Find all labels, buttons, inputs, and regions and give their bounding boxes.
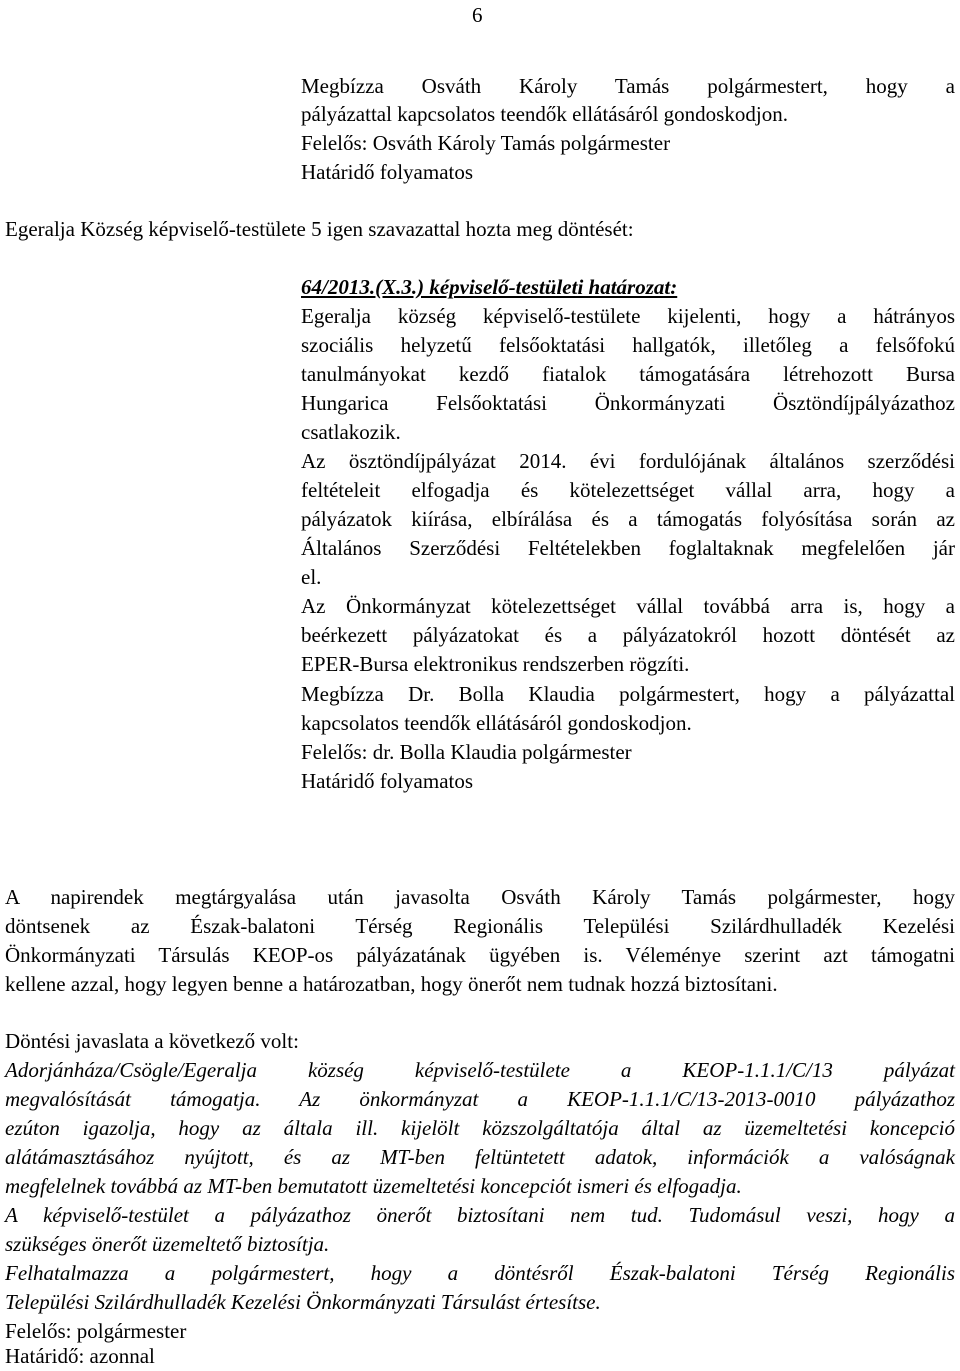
resolution-line-4: Hungarica Felsőoktatási Önkormányzati Ösztöndíjpályázathoz [301,391,955,415]
resolution-line-1: Egeralja község képviselő-testülete kijelenti, hogy a hátrányos [301,304,955,328]
top-line-4: Határidő folyamatos [301,160,474,184]
agenda-line-3: Önkormányzati Társulás KEOP-os pályázatának ügyében is. Véleménye szerint azt támogatni [5,943,955,967]
top-line-2: pályázattal kapcsolatos teendők ellátásáról gondoskodjon. [301,102,788,126]
resolution-title: 64/2013.(X.3.) képviselő-testületi határozat: [301,275,678,299]
proposal-line-9: Települési Szilárdhulladék Kezelési Önkormányzati Társulást értesítse. [5,1290,601,1314]
vote-line: Egeralja Község képviselő-testülete 5 igen szavazattal hozta meg döntését: [5,217,634,241]
proposal-responsible: Felelős: polgármester [5,1319,187,1343]
proposal-line-3: ezúton igazolja, hogy az általa ill. kijelölt közszolgáltatója által az üzemeltetési koncepció [5,1116,955,1140]
proposal-line-2: megvalósítását támogatja. Az önkormányzat a KEOP-1.1.1/C/13-2013-0010 pályázathoz [5,1087,955,1111]
proposal-line-8: Felhatalmazza a polgármestert, hogy a döntésről Észak-balatoni Térség Regionális [5,1261,955,1285]
resolution-line-12: beérkezett pályázatokat és a pályázatokról hozott döntését az [301,623,955,647]
resolution-line-15: kapcsolatos teendők ellátásáról gondoskodjon. [301,711,692,735]
resolution-line-7: feltételeit elfogadja és kötelezettséget vállal arra, hogy a [301,478,955,502]
agenda-line-2: döntsenek az Észak-balatoni Térség Regionális Települési Szilárdhulladék Kezelési [5,914,955,938]
proposal-line-7: szükséges önerőt üzemeltető biztosítja. [5,1232,330,1256]
resolution-line-10: el. [301,565,322,589]
resolution-line-14: Megbízza Dr. Bolla Klaudia polgármestert, hogy a pályázattal [301,682,955,706]
top-line-3: Felelős: Osváth Károly Tamás polgármester [301,131,671,155]
resolution-line-17: Határidő folyamatos [301,769,474,793]
agenda-line-4: kellene azzal, hogy legyen benne a határozatban, hogy önerőt nem tudnak hozzá biztosítani. [5,972,778,996]
proposal-deadline: Határidő: azonnal [5,1344,155,1368]
proposal-line-4: alátámasztásához nyújtott, és az MT-ben feltüntetett adatok, információk a valóságnak [5,1145,955,1169]
resolution-line-16: Felelős: dr. Bolla Klaudia polgármester [301,740,632,764]
proposal-line-6: A képviselő-testület a pályázathoz önerőt biztosítani nem tud. Tudomásul veszi, hogy a [5,1203,955,1227]
agenda-line-1: A napirendek megtárgyalása után javasolta Osváth Károly Tamás polgármester, hogy [5,885,955,909]
resolution-line-9: Általános Szerződési Feltételekben foglaltaknak megfelelően jár [301,536,955,560]
resolution-line-5: csatlakozik. [301,420,401,444]
resolution-line-2: szociális helyzetű felsőoktatási hallgatók, illetőleg a felsőfokú [301,333,955,357]
page-number: 6 [472,3,483,27]
resolution-line-6: Az ösztöndíjpályázat 2014. évi fordulójának általános szerződési [301,449,955,473]
proposal-line-1: Adorjánháza/Csögle/Egeralja község képviselő-testülete a KEOP-1.1.1/C/13 pályázat [5,1058,955,1082]
resolution-line-11: Az Önkormányzat kötelezettséget vállal továbbá arra is, hogy a [301,594,955,618]
proposal-line-5: megfelelnek továbbá az MT-ben bemutatott üzemeltetési koncepciót ismeri és elfogadja. [5,1174,742,1198]
resolution-line-8: pályázatok kiírása, elbírálása és a támogatás folyósítása során az [301,507,955,531]
resolution-line-13: EPER-Bursa elektronikus rendszerben rögzíti. [301,652,690,676]
top-line-1: Megbízza Osváth Károly Tamás polgármestert, hogy a [301,74,955,98]
proposal-heading: Döntési javaslata a következő volt: [5,1029,299,1053]
resolution-line-3: tanulmányokat kezdő fiatalok támogatására létrehozott Bursa [301,362,955,386]
